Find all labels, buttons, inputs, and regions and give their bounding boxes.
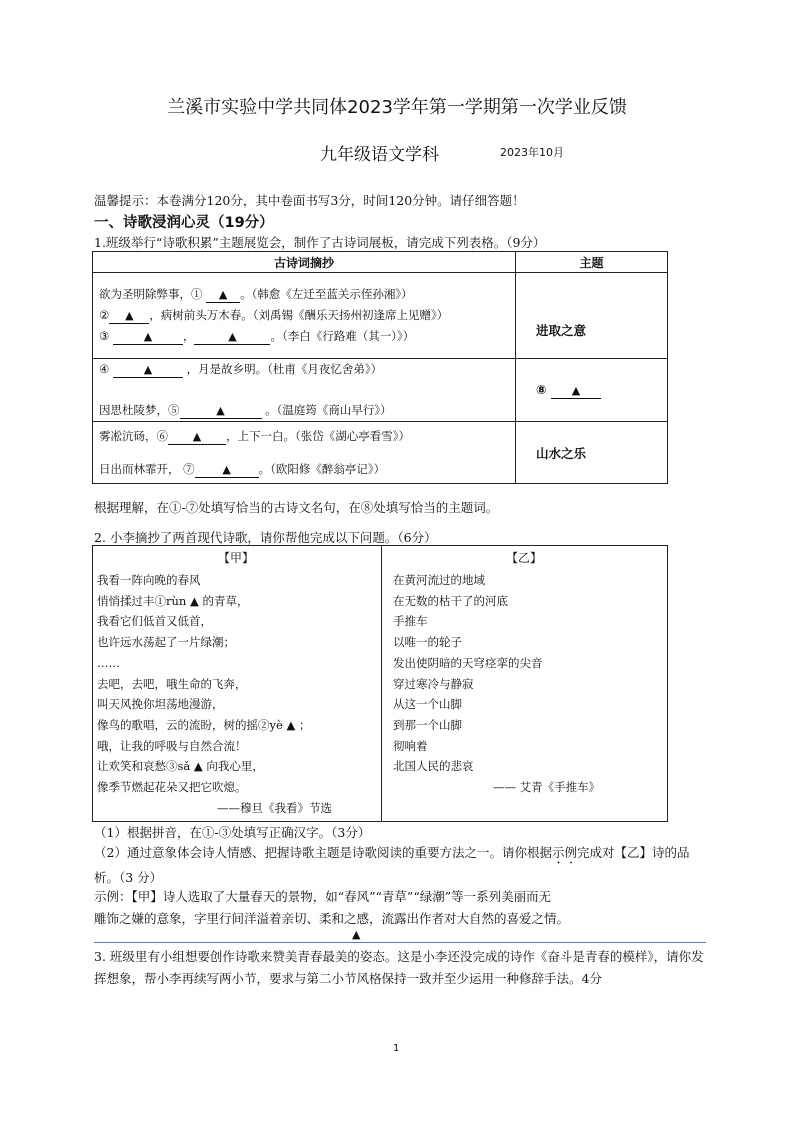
question-1-note: 根据理解，在①-⑦处填写恰当的古诗文名句，在⑧处填写恰当的主题词。 [94,500,499,515]
answer-blank[interactable]: ▲ [206,287,240,303]
page-number: 1 [393,1043,400,1054]
poem-line: 北国人民的悲哀 [393,759,474,774]
exam-tip: 温馨提示：本卷满分120分，其中卷面书写3分，时间120分钟。请仔细答题！ [94,193,525,208]
answer-marker[interactable]: ▲ [352,928,361,941]
poems-box [92,545,668,822]
poem-line[interactable]: 让欢笑和哀愁③sǎ ▲ 向我心里， [97,759,264,774]
answer-line[interactable] [94,942,706,943]
poem-line: 在黄河流过的地域 [393,573,485,587]
poem-line: 我看一阵向晚的春风 [97,573,201,587]
table-cell [93,273,516,359]
example-line: 雕饰之嫌的意象，字里行间洋溢着亲切、柔和之感，流露出作者对大自然的喜爱之情。 [94,911,570,926]
sub-question-2: （2）通过意象体会诗人情感、把握诗歌主题是诗歌阅读的重要方法之一。请你根据示例完成对【乙】诗的品析。（3 分） [94,845,690,885]
sub-question-1: （1）根据拼音，在①-③处填写正确汉字。（3分） [94,825,371,840]
poem-line[interactable]: 像鸟的歌唱，云的流盼，树的摇②yè ▲ ； [97,717,311,732]
table-row [93,273,668,359]
subject-title: 九年级语文学科 [320,145,439,165]
answer-blank[interactable]: ▲ [168,429,226,445]
poetry-table [92,251,668,484]
poem-jia [97,570,332,818]
answer-blank[interactable]: ▲ [180,403,262,419]
question-3-prompt: 3. 班级里有小组想要创作诗歌来赞美青春最美的姿态。这是小李还没完成的诗作《奋斗是青春的模样》，请你发挥想象，帮小李再续写两小节，要求与第二小节风格保持一致并至少运用一种修辞手法。4分 [94,949,704,986]
page-title: 兰溪市实验中学共同体2023学年第一学期第一次学业反馈 [167,97,627,118]
theme-cell: 进取之意 [516,273,668,359]
theme-cell: 山水之乐 [516,422,668,484]
section-heading: 一、诗歌浸润心灵（19分） [94,215,274,231]
poem-line: 雾凇沆砀，⑥ ▲ ，上下一白。（张岱《湖心亭看雪》） [99,428,410,443]
poem-line: 哦，让我的呼吸与自然合流！ [97,738,247,753]
poem-line: 彻响着 [393,738,428,753]
answer-blank[interactable]: ▲ [194,329,270,345]
poem-line: 欲为圣明除弊事，① ▲ 。（韩愈《左迁至蓝关示侄孙湘》） [99,287,413,301]
table-cell [93,359,516,422]
poem-line: 去吧，去吧，哦生命的飞奔， [97,676,247,691]
poem-line: 发出使阴暗的天穹痉挛的尖音 [393,655,543,670]
example-text [94,886,569,930]
poem-line[interactable]: 悄悄揉过丰①rùn ▲ 的青草， [97,593,249,608]
poem-source: ——穆旦《我看》节选 [217,800,332,815]
subtitle-row [0,140,794,164]
table-row [93,359,668,422]
poem-jia-header: 【甲】 [218,551,255,565]
table-header: 古诗词摘抄 [93,252,516,273]
answer-blank[interactable]: ▲ [195,462,259,478]
question-1-prompt: 1.班级举行“诗歌积累”主题展览会，制作了古诗词展板，请完成下列表格。（9分） [94,235,546,250]
poem-yi [393,570,600,798]
answer-blank[interactable]: ▲ [109,308,149,324]
poem-line: 手推车 [393,614,428,629]
poem-line: 日出而林霏开， ⑦ ▲ 。（欧阳修《醉翁亭记》） [99,461,386,476]
answer-blank[interactable]: ▲ [113,362,183,378]
column-divider [381,546,382,821]
poem-source: —— 艾青《手推车》 [493,780,601,795]
emphasized-text: 示例 [551,845,577,860]
poem-line: ④ ▲ ，月是故乡明。（杜甫《月夜忆舍弟》） [99,362,383,376]
answer-blank[interactable]: ▲ [551,383,601,399]
poem-line: 在无数的枯干了的河底 [393,593,508,608]
poem-line: …… [97,655,120,670]
poem-line: 穿过寒冷与静寂 [393,676,474,691]
exam-date: 2023年10月 [500,146,564,159]
poem-line: 到那一个山脚 [393,717,462,732]
poem-line: 以唯一的轮子 [393,635,462,650]
question-2-prompt: 2. 小李摘抄了两首现代诗歌，请你帮他完成以下问题。（6分） [94,530,437,545]
answer-blank[interactable]: ▲ [113,329,183,345]
table-header-row [93,252,668,273]
poem-line: 也许远水荡起了一片绿潮； [97,635,235,650]
poem-line: 像季节燃起花朵又把它吹熄。 [97,780,247,795]
poem-line: 叫天风挽你坦荡地漫游， [97,697,224,712]
table-row [93,422,668,484]
theme-cell: ⑧ ▲ [516,359,668,422]
example-line: 示例：【甲】诗人选取了大量春天的景物，如“春风”“青草”“绿潮”等一系列美丽而无 [94,889,552,904]
poem-line: ② ▲ ，病树前头万木春。（刘禹锡《酬乐天扬州初逢席上见赠》） [99,308,449,322]
poem-line: 我看它们低首又低首， [97,614,212,629]
poem-line: ③ ▲ ， ▲ 。（李白《行路难（其一）》） [99,329,415,343]
poem-line: 因思杜陵梦，⑤ ▲ 。（温庭筠《商山早行》） [99,403,392,417]
poem-line: 从这一个山脚 [393,697,462,712]
poem-yi-header: 【乙】 [506,551,543,565]
table-header: 主题 [516,252,668,273]
table-cell [93,422,516,484]
